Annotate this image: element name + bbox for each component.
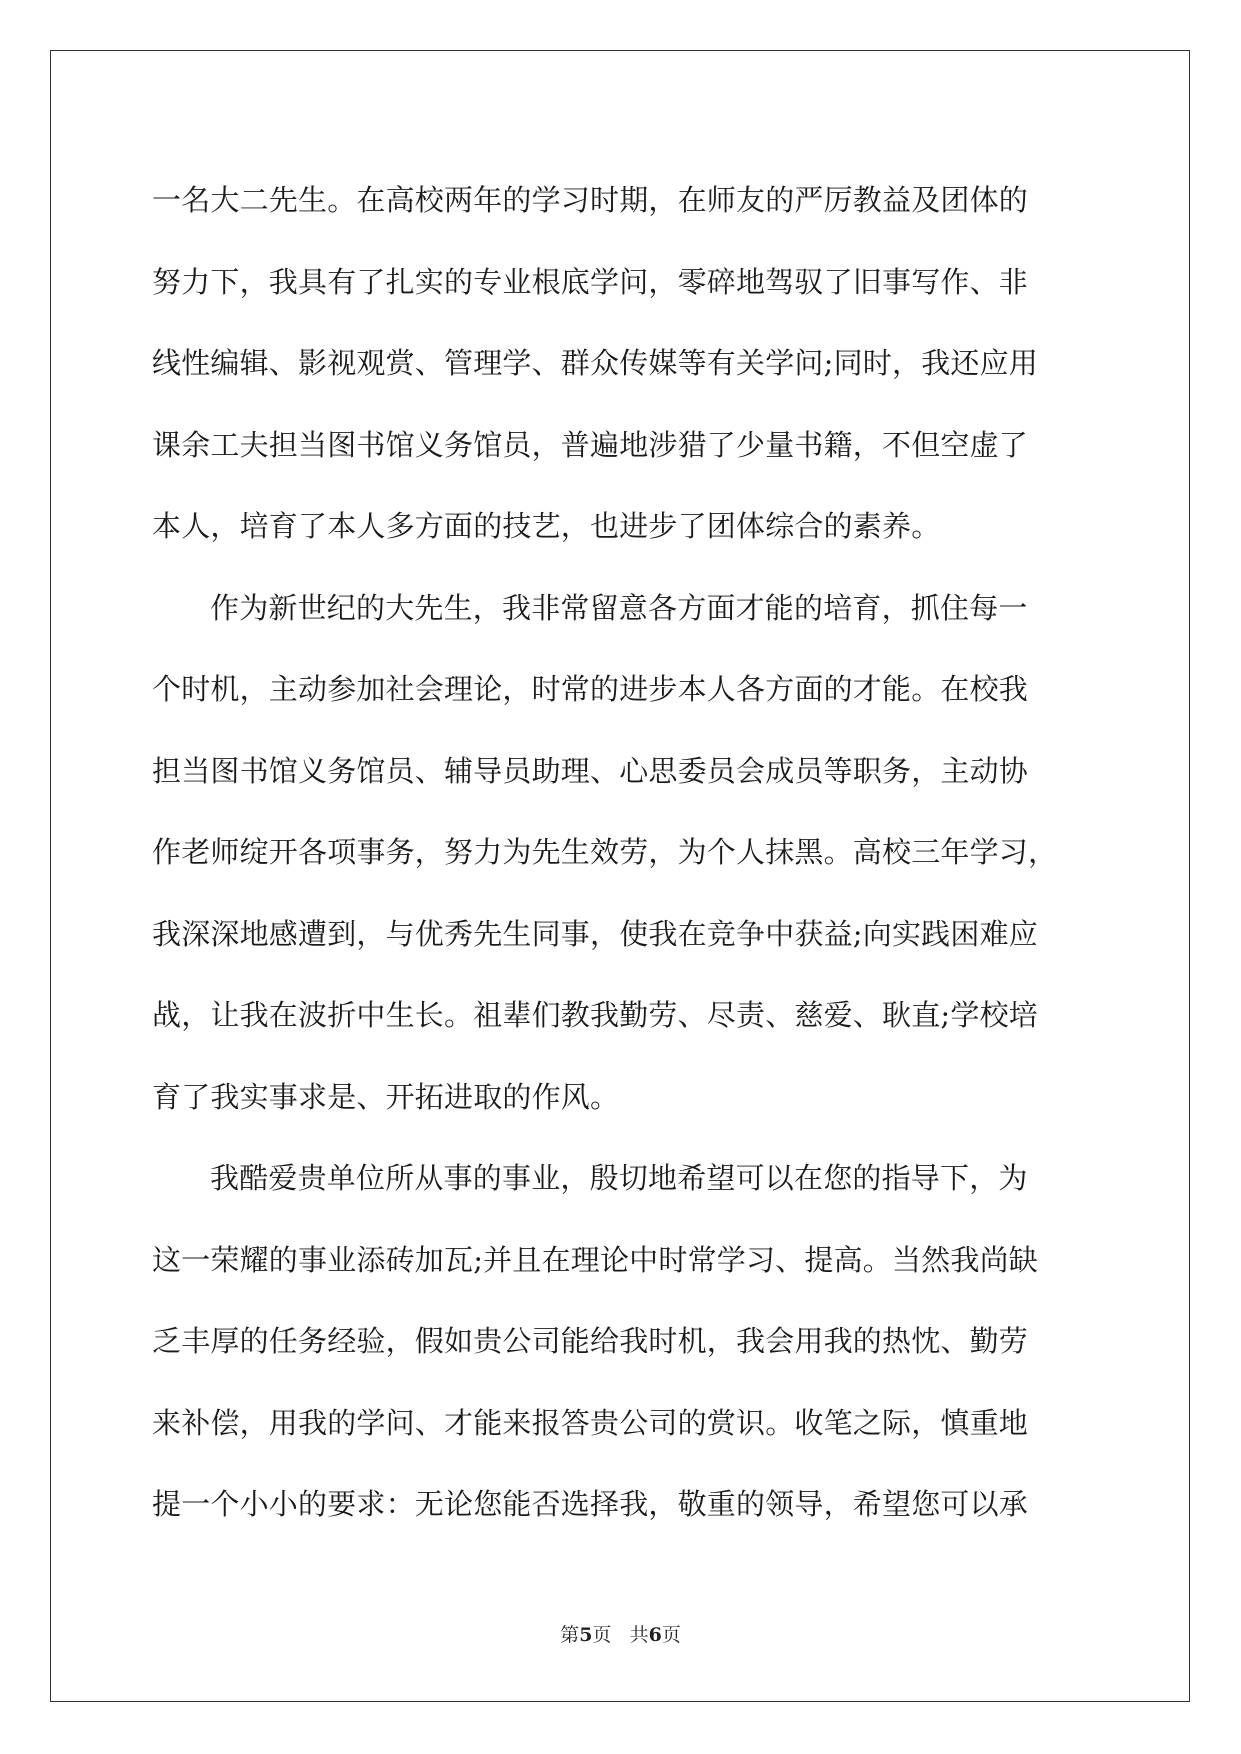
text-line: 努力下，我具有了扎实的专业根底学问，零碎地驾驭了旧事写作、非: [152, 264, 1029, 299]
paragraph-1: [152, 160, 1087, 568]
text-line: 一名大二先生。在高校两年的学习时期，在师友的严厉教益及团体的: [152, 183, 1029, 217]
text-line: 作老师绽开各项事务，努力为先生效劳，为个人抹黑。高校三年学习，: [152, 835, 1058, 869]
text-line: 本人，培育了本人多方面的技艺，也进步了团体综合的素养。: [152, 509, 941, 543]
document-body: [152, 160, 1087, 1546]
text-line: 我深深地感遭到，与优秀先生同事，使我在竞争中获益;向实践困难应: [152, 916, 1038, 951]
page-footer: [0, 1620, 1241, 1647]
text-line: 乏丰厚的任务经验，假如贵公司能给我时机，我会用我的热忱、勤劳: [152, 1324, 1029, 1358]
footer-prefix: 第: [560, 1624, 580, 1646]
text-line: 我酷爱贵单位所从事的事业，殷切地希望可以在您的指导下，为: [210, 1161, 1028, 1195]
text-line: 课余工夫担当图书馆义务馆员，普遍地涉猎了少量书籍，不但空虚了: [152, 427, 1029, 462]
text-line: 个时机，主动参加社会理论，时常的进步本人各方面的才能。在校我: [152, 672, 1029, 706]
text-line: 线性编辑、影视观赏、管理学、群众传媒等有关学问;同时，我还应用: [152, 346, 1038, 380]
text-line: 作为新世纪的大先生，我非常留意各方面才能的培育，抓住每一: [210, 590, 1028, 625]
total-pages-number: 6: [648, 1624, 662, 1646]
text-line: 来补偿，用我的学问、才能来报答贵公司的赏识。收笔之际，慎重地: [152, 1405, 1029, 1440]
text-line: 提一个小小的要求：无论您能否选择我，敬重的领导，希望您可以承: [152, 1487, 1029, 1521]
text-line: 这一荣耀的事业添砖加瓦;并且在理论中时常学习、提高。当然我尚缺: [152, 1242, 1038, 1277]
text-line: 战，让我在波折中生长。祖辈们教我勤劳、尽责、慈爱、耿直;学校培: [152, 998, 1038, 1032]
footer-page-word: 页: [592, 1624, 612, 1646]
footer-total-prefix: 共: [629, 1624, 649, 1646]
text-line: 担当图书馆义务馆员、辅导员助理、心思委员会成员等职务，主动协: [152, 753, 1029, 788]
footer-total-suffix: 页: [661, 1624, 681, 1646]
paragraph-3: [152, 1138, 1087, 1546]
current-page-number: 5: [579, 1624, 593, 1646]
text-line: 育了我实事求是、开拓进取的作风。: [152, 1079, 620, 1114]
paragraph-2: [152, 568, 1087, 1139]
